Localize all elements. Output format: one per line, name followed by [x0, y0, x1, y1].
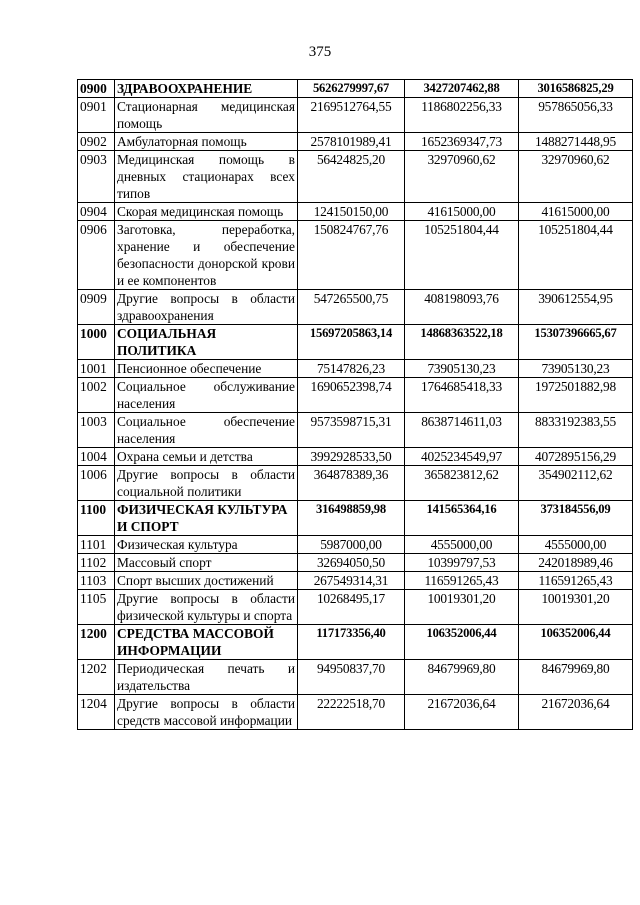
- row-value-2: 116591265,43: [405, 572, 519, 590]
- row-code: 1000: [78, 325, 115, 360]
- row-name: Периодическая печать и издательства: [115, 660, 298, 695]
- row-name: Физическая культура: [115, 536, 298, 554]
- row-value-3: 32970960,62: [519, 151, 633, 203]
- row-value-3: 3016586825,29: [519, 80, 633, 98]
- row-value-2: 10399797,53: [405, 554, 519, 572]
- row-code: 0903: [78, 151, 115, 203]
- row-value-3: 41615000,00: [519, 203, 633, 221]
- row-value-3: 373184556,09: [519, 501, 633, 536]
- row-value-3: 1972501882,98: [519, 378, 633, 413]
- row-value-2: 41615000,00: [405, 203, 519, 221]
- row-value-1: 364878389,36: [298, 466, 405, 501]
- row-code: 1101: [78, 536, 115, 554]
- row-value-1: 5626279997,67: [298, 80, 405, 98]
- row-name: Амбулаторная помощь: [115, 133, 298, 151]
- row-name: Другие вопросы в области здравоохранения: [115, 290, 298, 325]
- row-value-1: 1690652398,74: [298, 378, 405, 413]
- row-name: СОЦИАЛЬНАЯ ПОЛИТИКА: [115, 325, 298, 360]
- row-name: Спорт высших достижений: [115, 572, 298, 590]
- row-code: 0900: [78, 80, 115, 98]
- row-name: Другие вопросы в области физической культуры и спорта: [115, 590, 298, 625]
- row-value-2: 3427207462,88: [405, 80, 519, 98]
- table-row: [78, 203, 633, 221]
- section-row: [78, 625, 633, 660]
- row-value-1: 15697205863,14: [298, 325, 405, 360]
- row-code: 0901: [78, 98, 115, 133]
- row-value-1: 56424825,20: [298, 151, 405, 203]
- budget-table-body: [78, 80, 633, 730]
- row-value-1: 150824767,76: [298, 221, 405, 290]
- table-row: [78, 590, 633, 625]
- row-name: Стационарная медицинская помощь: [115, 98, 298, 133]
- row-name: ЗДРАВООХРАНЕНИЕ: [115, 80, 298, 98]
- table-row: [78, 221, 633, 290]
- row-code: 1006: [78, 466, 115, 501]
- row-code: 0906: [78, 221, 115, 290]
- row-value-2: 8638714611,03: [405, 413, 519, 448]
- table-row: [78, 695, 633, 730]
- row-name: Скорая медицинская помощь: [115, 203, 298, 221]
- row-value-2: 4025234549,97: [405, 448, 519, 466]
- row-value-2: 1652369347,73: [405, 133, 519, 151]
- row-value-2: 408198093,76: [405, 290, 519, 325]
- row-value-1: 22222518,70: [298, 695, 405, 730]
- row-value-2: 106352006,44: [405, 625, 519, 660]
- table-row: [78, 466, 633, 501]
- row-value-2: 84679969,80: [405, 660, 519, 695]
- table-row: [78, 360, 633, 378]
- row-value-3: 4072895156,29: [519, 448, 633, 466]
- row-value-3: 957865056,33: [519, 98, 633, 133]
- row-code: 1001: [78, 360, 115, 378]
- row-value-2: 73905130,23: [405, 360, 519, 378]
- row-code: 1002: [78, 378, 115, 413]
- table-row: [78, 572, 633, 590]
- row-name: Социальное обеспечение населения: [115, 413, 298, 448]
- row-value-1: 2169512764,55: [298, 98, 405, 133]
- row-code: 1004: [78, 448, 115, 466]
- row-value-1: 117173356,40: [298, 625, 405, 660]
- section-row: [78, 325, 633, 360]
- section-row: [78, 80, 633, 98]
- row-value-1: 547265500,75: [298, 290, 405, 325]
- row-code: 0902: [78, 133, 115, 151]
- row-value-1: 10268495,17: [298, 590, 405, 625]
- table-row: [78, 660, 633, 695]
- row-value-3: 390612554,95: [519, 290, 633, 325]
- row-name: Заготовка, переработка, хранение и обеспечение безопасности донорской крови и ее компонентов: [115, 221, 298, 290]
- row-value-1: 124150150,00: [298, 203, 405, 221]
- row-code: 1102: [78, 554, 115, 572]
- row-name: Другие вопросы в области социальной политики: [115, 466, 298, 501]
- row-value-2: 365823812,62: [405, 466, 519, 501]
- row-value-2: 4555000,00: [405, 536, 519, 554]
- row-value-3: 8833192383,55: [519, 413, 633, 448]
- row-value-3: 242018989,46: [519, 554, 633, 572]
- row-value-3: 4555000,00: [519, 536, 633, 554]
- row-value-1: 94950837,70: [298, 660, 405, 695]
- row-value-3: 1488271448,95: [519, 133, 633, 151]
- row-value-3: 105251804,44: [519, 221, 633, 290]
- row-name: ФИЗИЧЕСКАЯ КУЛЬТУРА И СПОРТ: [115, 501, 298, 536]
- row-value-1: 2578101989,41: [298, 133, 405, 151]
- row-value-2: 32970960,62: [405, 151, 519, 203]
- row-value-1: 75147826,23: [298, 360, 405, 378]
- row-code: 0904: [78, 203, 115, 221]
- table-row: [78, 536, 633, 554]
- page-number: 375: [308, 44, 332, 60]
- row-name: Другие вопросы в области средств массовой информации: [115, 695, 298, 730]
- row-code: 1200: [78, 625, 115, 660]
- table-row: [78, 413, 633, 448]
- row-code: 1103: [78, 572, 115, 590]
- row-code: 1202: [78, 660, 115, 695]
- row-code: 1105: [78, 590, 115, 625]
- row-code: 0909: [78, 290, 115, 325]
- row-value-1: 267549314,31: [298, 572, 405, 590]
- row-value-1: 5987000,00: [298, 536, 405, 554]
- row-value-1: 3992928533,50: [298, 448, 405, 466]
- row-value-2: 1186802256,33: [405, 98, 519, 133]
- row-value-3: 10019301,20: [519, 590, 633, 625]
- row-name: СРЕДСТВА МАССОВОЙ ИНФОРМАЦИИ: [115, 625, 298, 660]
- row-code: 1003: [78, 413, 115, 448]
- row-value-3: 116591265,43: [519, 572, 633, 590]
- row-value-2: 105251804,44: [405, 221, 519, 290]
- budget-table: [77, 79, 633, 730]
- row-code: 1100: [78, 501, 115, 536]
- row-value-3: 21672036,64: [519, 695, 633, 730]
- table-row: [78, 98, 633, 133]
- row-name: Охрана семьи и детства: [115, 448, 298, 466]
- row-name: Социальное обслуживание населения: [115, 378, 298, 413]
- row-value-3: 15307396665,67: [519, 325, 633, 360]
- table-row: [78, 133, 633, 151]
- section-row: [78, 501, 633, 536]
- row-value-2: 141565364,16: [405, 501, 519, 536]
- table-row: [78, 378, 633, 413]
- row-value-3: 354902112,62: [519, 466, 633, 501]
- row-value-1: 316498859,98: [298, 501, 405, 536]
- row-value-1: 32694050,50: [298, 554, 405, 572]
- row-value-3: 73905130,23: [519, 360, 633, 378]
- row-value-1: 9573598715,31: [298, 413, 405, 448]
- row-value-2: 10019301,20: [405, 590, 519, 625]
- row-value-2: 1764685418,33: [405, 378, 519, 413]
- row-name: Пенсионное обеспечение: [115, 360, 298, 378]
- table-row: [78, 448, 633, 466]
- row-value-3: 106352006,44: [519, 625, 633, 660]
- row-code: 1204: [78, 695, 115, 730]
- row-value-3: 84679969,80: [519, 660, 633, 695]
- row-value-2: 14868363522,18: [405, 325, 519, 360]
- table-row: [78, 151, 633, 203]
- table-row: [78, 290, 633, 325]
- row-value-2: 21672036,64: [405, 695, 519, 730]
- row-name: Медицинская помощь в дневных стационарах всех типов: [115, 151, 298, 203]
- row-name: Массовый спорт: [115, 554, 298, 572]
- table-row: [78, 554, 633, 572]
